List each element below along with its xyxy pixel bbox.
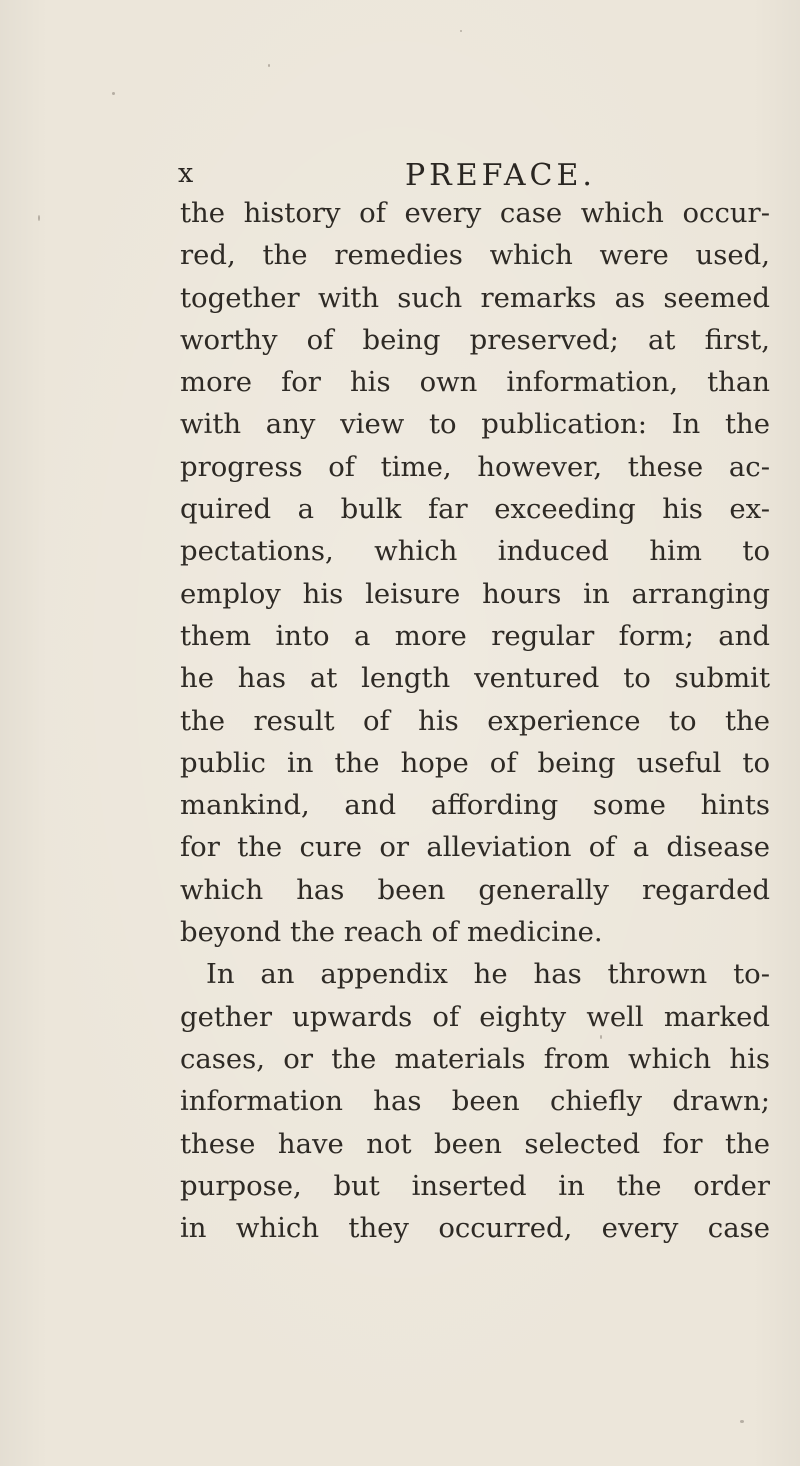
text-line: employ his leisure hours in arranging bbox=[180, 577, 770, 610]
text-line: beyond the reach of medicine. bbox=[180, 916, 603, 949]
text-line: them into a more regular form; and bbox=[180, 619, 770, 652]
text-line: the history of every case which occur- bbox=[180, 197, 770, 229]
text-line: worthy of being preserved; at first, bbox=[180, 323, 770, 356]
text-line: which has been generally regarded bbox=[180, 873, 770, 906]
text-line: more for his own information, than bbox=[180, 366, 770, 399]
text-line: for the cure or alleviation of a disease bbox=[180, 831, 770, 864]
paper-speck bbox=[460, 30, 462, 32]
text-line: with any view to publication: In the bbox=[180, 408, 770, 441]
text-line: quired a bulk far exceeding his ex- bbox=[180, 493, 770, 526]
text-line: In an appendix he has thrown to- bbox=[206, 958, 770, 991]
text-line: these have not been selected for the bbox=[180, 1127, 770, 1160]
text-line: progress of time, however, these ac- bbox=[180, 450, 770, 483]
text-line: mankind, and affording some hints bbox=[180, 789, 770, 822]
text-line: he has at length ventured to submit bbox=[180, 662, 770, 695]
paper-speck bbox=[112, 92, 115, 95]
text-line: public in the hope of being useful to bbox=[180, 746, 770, 779]
text-line: pectations, which induced him to bbox=[180, 535, 770, 568]
page-title: PREFACE. bbox=[405, 158, 596, 193]
text-line: together with such remarks as seemed bbox=[180, 281, 770, 314]
text-line: purpose, but inserted in the order bbox=[180, 1169, 770, 1202]
text-line: the result of his experience to the bbox=[180, 704, 770, 737]
page-number: x bbox=[178, 158, 195, 189]
text-line: cases, or the materials from which his bbox=[180, 1042, 770, 1075]
paper-speck bbox=[38, 215, 40, 221]
paper-speck bbox=[268, 64, 270, 67]
paper-speck bbox=[740, 1420, 744, 1423]
text-line: information has been chiefly drawn; bbox=[180, 1085, 770, 1118]
text-line: in which they occurred, every case bbox=[180, 1212, 770, 1245]
text-line: gether upwards of eighty well marked bbox=[180, 1000, 770, 1033]
body-text bbox=[180, 192, 770, 1249]
text-line: red, the remedies which were used, bbox=[180, 239, 770, 272]
